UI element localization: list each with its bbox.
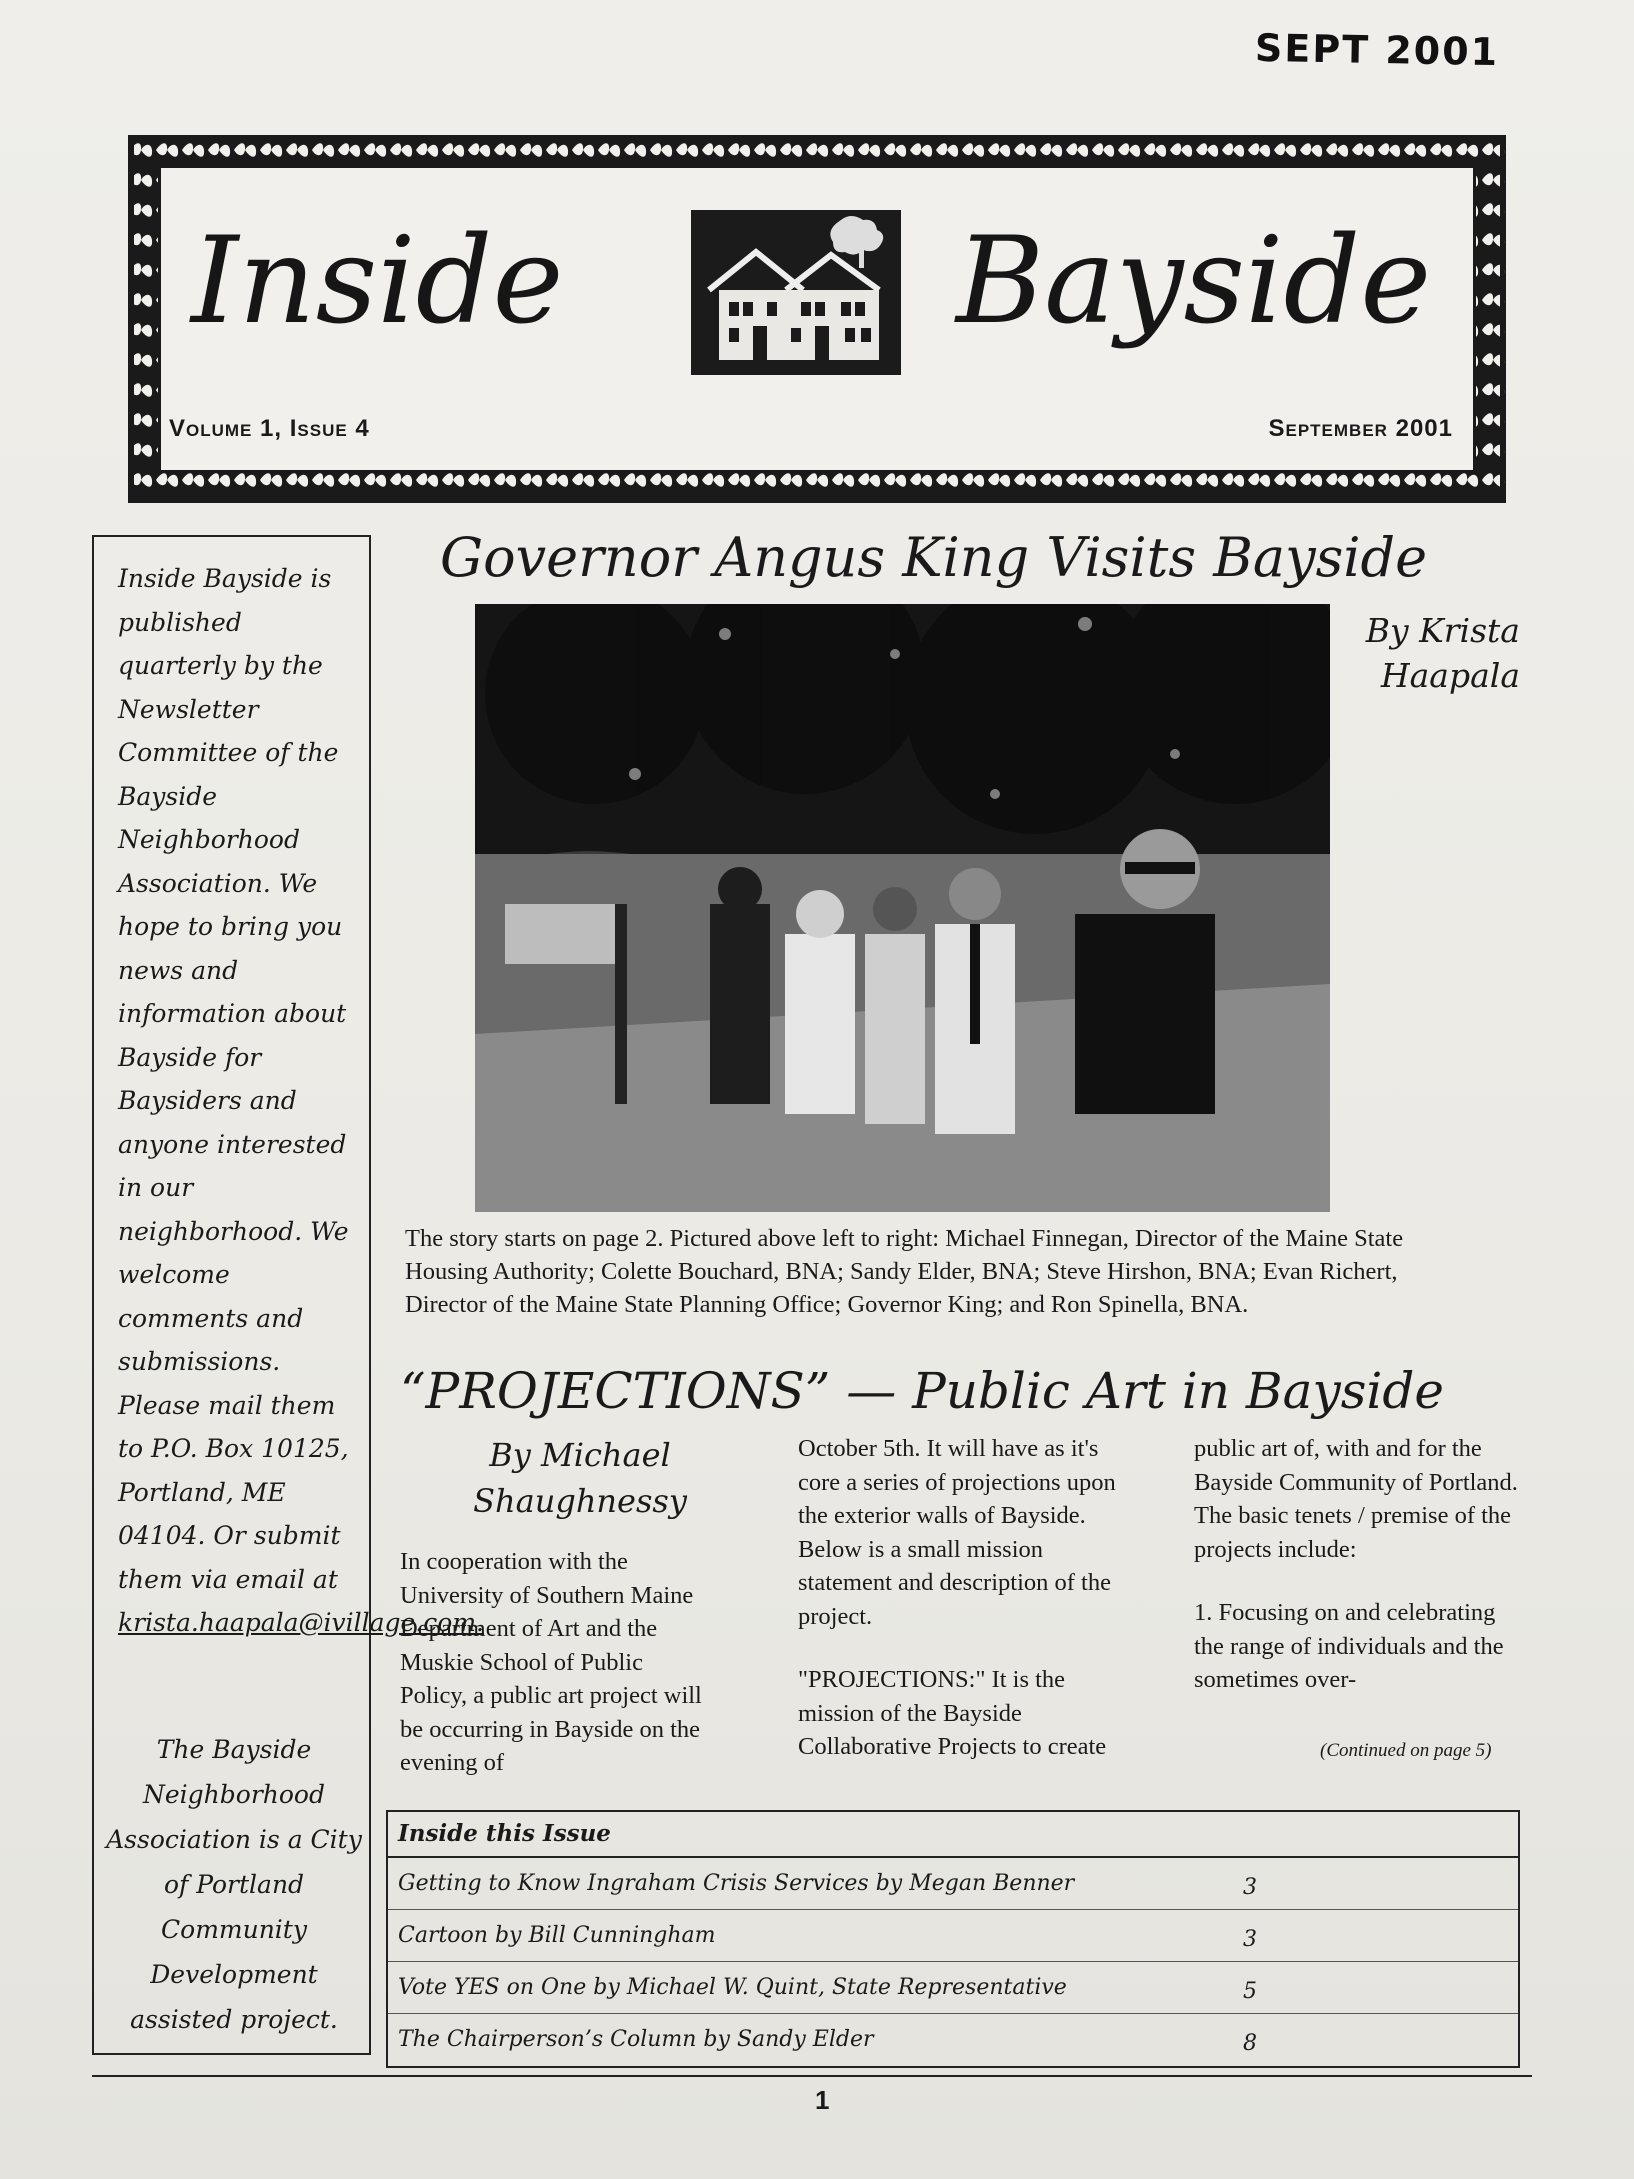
toc-item-title: Cartoon by Bill Cunningham	[398, 1923, 716, 1948]
issue-date: September 2001	[1268, 415, 1453, 442]
sidebar-footer: The Bayside Neighborhood Association is a City of Portland Community Development assisted project.	[106, 1735, 362, 2034]
article-col3-para1: public art of, with and for the Bayside Community of Portland. The basic tenets / premise of the projects include:	[1194, 1435, 1518, 1563]
volume-issue: Volume 1, Issue 4	[169, 415, 370, 442]
article-column-1	[400, 1545, 712, 1780]
toc-item-page: 3	[1243, 1875, 1257, 1900]
toc-item-title: Getting to Know Ingraham Crisis Services by Megan Benner	[398, 1871, 1075, 1896]
toc-item[interactable]	[388, 1962, 1518, 2014]
article-col3-para2: 1. Focusing on and celebrating the range of individuals and the sometimes over-	[1194, 1599, 1504, 1693]
toc-item[interactable]	[388, 1910, 1518, 1962]
page-number: 1	[815, 2085, 830, 2115]
article-column-2	[798, 1432, 1118, 1764]
article-col1-text: In cooperation with the University of Southern Maine Department of Art and the Muskie School of Public Policy, a public art project will be occurring in Bayside on the evening of	[400, 1548, 702, 1776]
toc-item-page: 5	[1243, 1979, 1257, 2004]
table-of-contents	[386, 1810, 1520, 2068]
article-col2-para2: "PROJECTIONS:" It is the mission of the Bayside Collaborative Projects to create	[798, 1666, 1107, 1760]
toc-item[interactable]	[388, 2014, 1518, 2066]
second-byline: By Michael Shaughnessy	[473, 1436, 687, 1520]
masthead-inner	[158, 165, 1476, 473]
toc-item-title: Vote YES on One by Michael W. Quint, State Representative	[398, 1975, 1067, 2000]
continued-note: (Continued on page 5)	[1320, 1740, 1492, 1761]
second-headline: “PROJECTIONS” — Public Art in Bayside	[400, 1362, 1444, 1420]
sidebar-email-link[interactable]: krista.haapala@ivillage.com.	[118, 1608, 485, 1637]
masthead	[128, 135, 1506, 503]
masthead-title-inside: Inside	[191, 212, 564, 351]
toc-heading: Inside this Issue	[388, 1812, 1518, 1858]
sidebar-box	[92, 535, 485, 2055]
lead-headline: Governor Angus King Visits Bayside	[440, 526, 1428, 589]
sidebar-intro-block	[118, 557, 485, 1645]
lead-byline: By Krista Haapala	[1365, 611, 1520, 695]
sidebar-intro: Inside Bayside is published quarterly by the Newsletter Committee of the Bayside Neighborhood Association. We hope to bring you news and information about Bayside for Baysiders and anyone interested in our neighborhood. We welcome comments and submissions. Please mail them to P.O. Box 10125, Portland, ME 04104. Or submit them via email at	[118, 564, 349, 1594]
lead-photo	[475, 604, 1330, 1212]
toc-item-page: 3	[1243, 1927, 1257, 1952]
masthead-title-bayside: Bayside	[956, 212, 1432, 351]
handwritten-date-note: SEPT 2001	[1254, 25, 1500, 75]
footer-divider	[92, 2075, 1532, 2077]
photo-caption: The story starts on page 2. Pictured above left to right: Michael Finnegan, Director of the Maine State Housing Authority; Colette Bouchard, BNA; Sandy Elder, BNA; Steve Hirshon, BNA; Evan Richert, Director of the Maine State Planning Office; Governor King; and Ron Spinella, BNA.	[405, 1225, 1404, 1318]
toc-item[interactable]	[388, 1858, 1518, 1910]
article-column-3	[1194, 1432, 1524, 1697]
toc-item-title: The Chairperson’s Column by Sandy Elder	[398, 2027, 874, 2052]
toc-item-page: 8	[1243, 2031, 1257, 2056]
article-col2-para1: October 5th. It will have as it's core a series of projections upon the exterior walls of Bayside. Below is a small mission statement and description of the project.	[798, 1435, 1116, 1630]
houses-tree-icon	[691, 210, 901, 375]
